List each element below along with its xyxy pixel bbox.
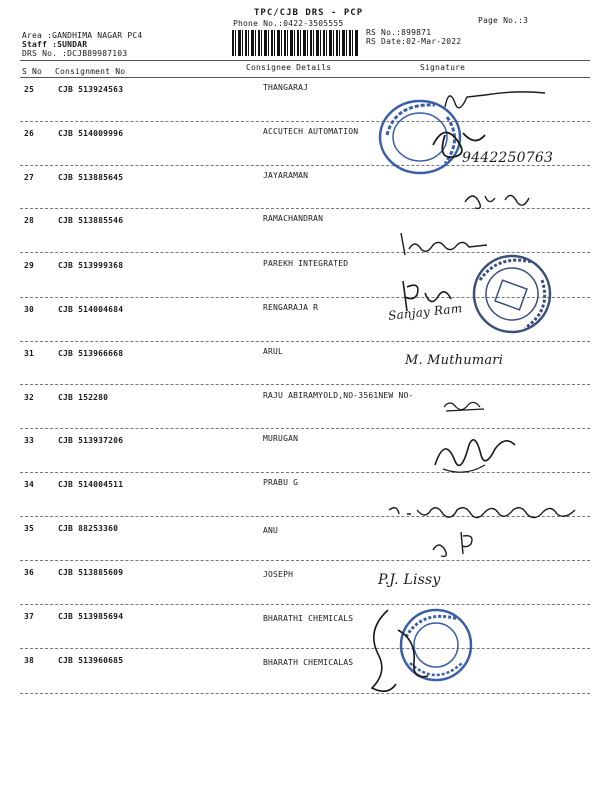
- row-divider: [20, 384, 590, 385]
- row-sno: 25: [24, 85, 35, 94]
- row-consignment: CJB 513937206: [58, 436, 124, 445]
- handwritten-muthumari: M. Muthumari: [405, 353, 504, 368]
- signature-33: [425, 425, 525, 485]
- signature-37-38: [358, 600, 458, 700]
- row-divider: [20, 648, 590, 649]
- sheet-title: TPC/CJB DRS - PCP: [254, 8, 364, 18]
- rs-date: RS Date:02-Mar-2022: [366, 37, 462, 46]
- row-consignee: BHARATH CHEMICALAS: [263, 658, 354, 667]
- row-sno: 30: [24, 305, 35, 314]
- row-consignee: PAREKH INTEGRATED: [263, 259, 349, 268]
- header-rule-top: [20, 60, 590, 61]
- signature-27: [455, 180, 545, 220]
- col-signature: Signature: [420, 63, 466, 72]
- row-consignment: CJB 514004684: [58, 305, 124, 314]
- row-divider: [20, 693, 590, 694]
- row-consignment: CJB 513966668: [58, 349, 124, 358]
- handwritten-lissy: P.J. Lissy: [378, 572, 441, 588]
- row-consignment: CJB 513885645: [58, 173, 124, 182]
- row-sno: 28: [24, 216, 35, 225]
- handwritten-phone: 9442250763: [462, 150, 554, 166]
- row-sno: 35: [24, 524, 35, 533]
- col-consignee: Consignee Details: [246, 63, 332, 72]
- signature-32: [440, 395, 490, 415]
- row-sno: 32: [24, 393, 35, 402]
- row-consignment: CJB 514009996: [58, 129, 124, 138]
- row-consignee: ANU: [263, 526, 279, 535]
- drs-number: DRS No. :DCJB89987103: [22, 49, 128, 58]
- row-consignment: CJB 514004511: [58, 480, 124, 489]
- row-consignment: CJB 513924563: [58, 85, 124, 94]
- row-sno: 29: [24, 261, 35, 270]
- page-number: Page No.:3: [478, 16, 529, 25]
- row-sno: 27: [24, 173, 35, 182]
- row-consignment: CJB 513885609: [58, 568, 124, 577]
- staff-label: Staff :SUNDAR: [22, 40, 88, 49]
- row-consignee: RAJU ABIRAMYOLD,NO-3561NEW NO-: [263, 391, 414, 400]
- row-consignee: ARUL: [263, 347, 284, 356]
- row-consignment: CJB 513960685: [58, 656, 124, 665]
- row-consignment: CJB 513999368: [58, 261, 124, 270]
- row-consignee: BHARATHI CHEMICALS: [263, 614, 354, 623]
- signature-28: [395, 225, 505, 265]
- rs-number: RS No.:899871: [366, 28, 432, 37]
- barcode: [232, 30, 358, 56]
- row-divider: [20, 560, 590, 561]
- header-rule-bottom: [20, 77, 590, 78]
- handwritten-sanjay: Sanjay Ram: [387, 301, 463, 323]
- row-consignee: MURUGAN: [263, 434, 299, 443]
- row-sno: 38: [24, 656, 35, 665]
- row-divider: [20, 604, 590, 605]
- row-sno: 37: [24, 612, 35, 621]
- row-sno: 33: [24, 436, 35, 445]
- row-consignee: RAMACHANDRAN: [263, 214, 324, 223]
- phone-number: Phone No.:0422-3505555: [233, 19, 344, 28]
- row-consignment: CJB 88253360: [58, 524, 119, 533]
- row-consignee: ACCUTECH AUTOMATION: [263, 127, 359, 136]
- col-consignment: Consignment No: [55, 67, 126, 76]
- signature-34: [385, 500, 580, 530]
- col-sno: S No: [22, 67, 43, 76]
- area-label: Area :GANDHIMA NAGAR PC4: [22, 31, 143, 40]
- row-consignee: THANGARAJ: [263, 83, 309, 92]
- row-consignee: RENGARAJA R: [263, 303, 319, 312]
- row-consignment: CJB 513885546: [58, 216, 124, 225]
- row-consignee: JOSEPH: [263, 570, 294, 579]
- row-consignment: CJB 152280: [58, 393, 109, 402]
- row-divider: [20, 341, 590, 342]
- row-consignment: CJB 513985694: [58, 612, 124, 621]
- row-consignee: JAYARAMAN: [263, 171, 309, 180]
- row-sno: 31: [24, 349, 35, 358]
- row-sno: 36: [24, 568, 35, 577]
- row-sno: 26: [24, 129, 35, 138]
- row-consignee: PRABU G: [263, 478, 299, 487]
- signature-35: [425, 528, 485, 563]
- row-sno: 34: [24, 480, 35, 489]
